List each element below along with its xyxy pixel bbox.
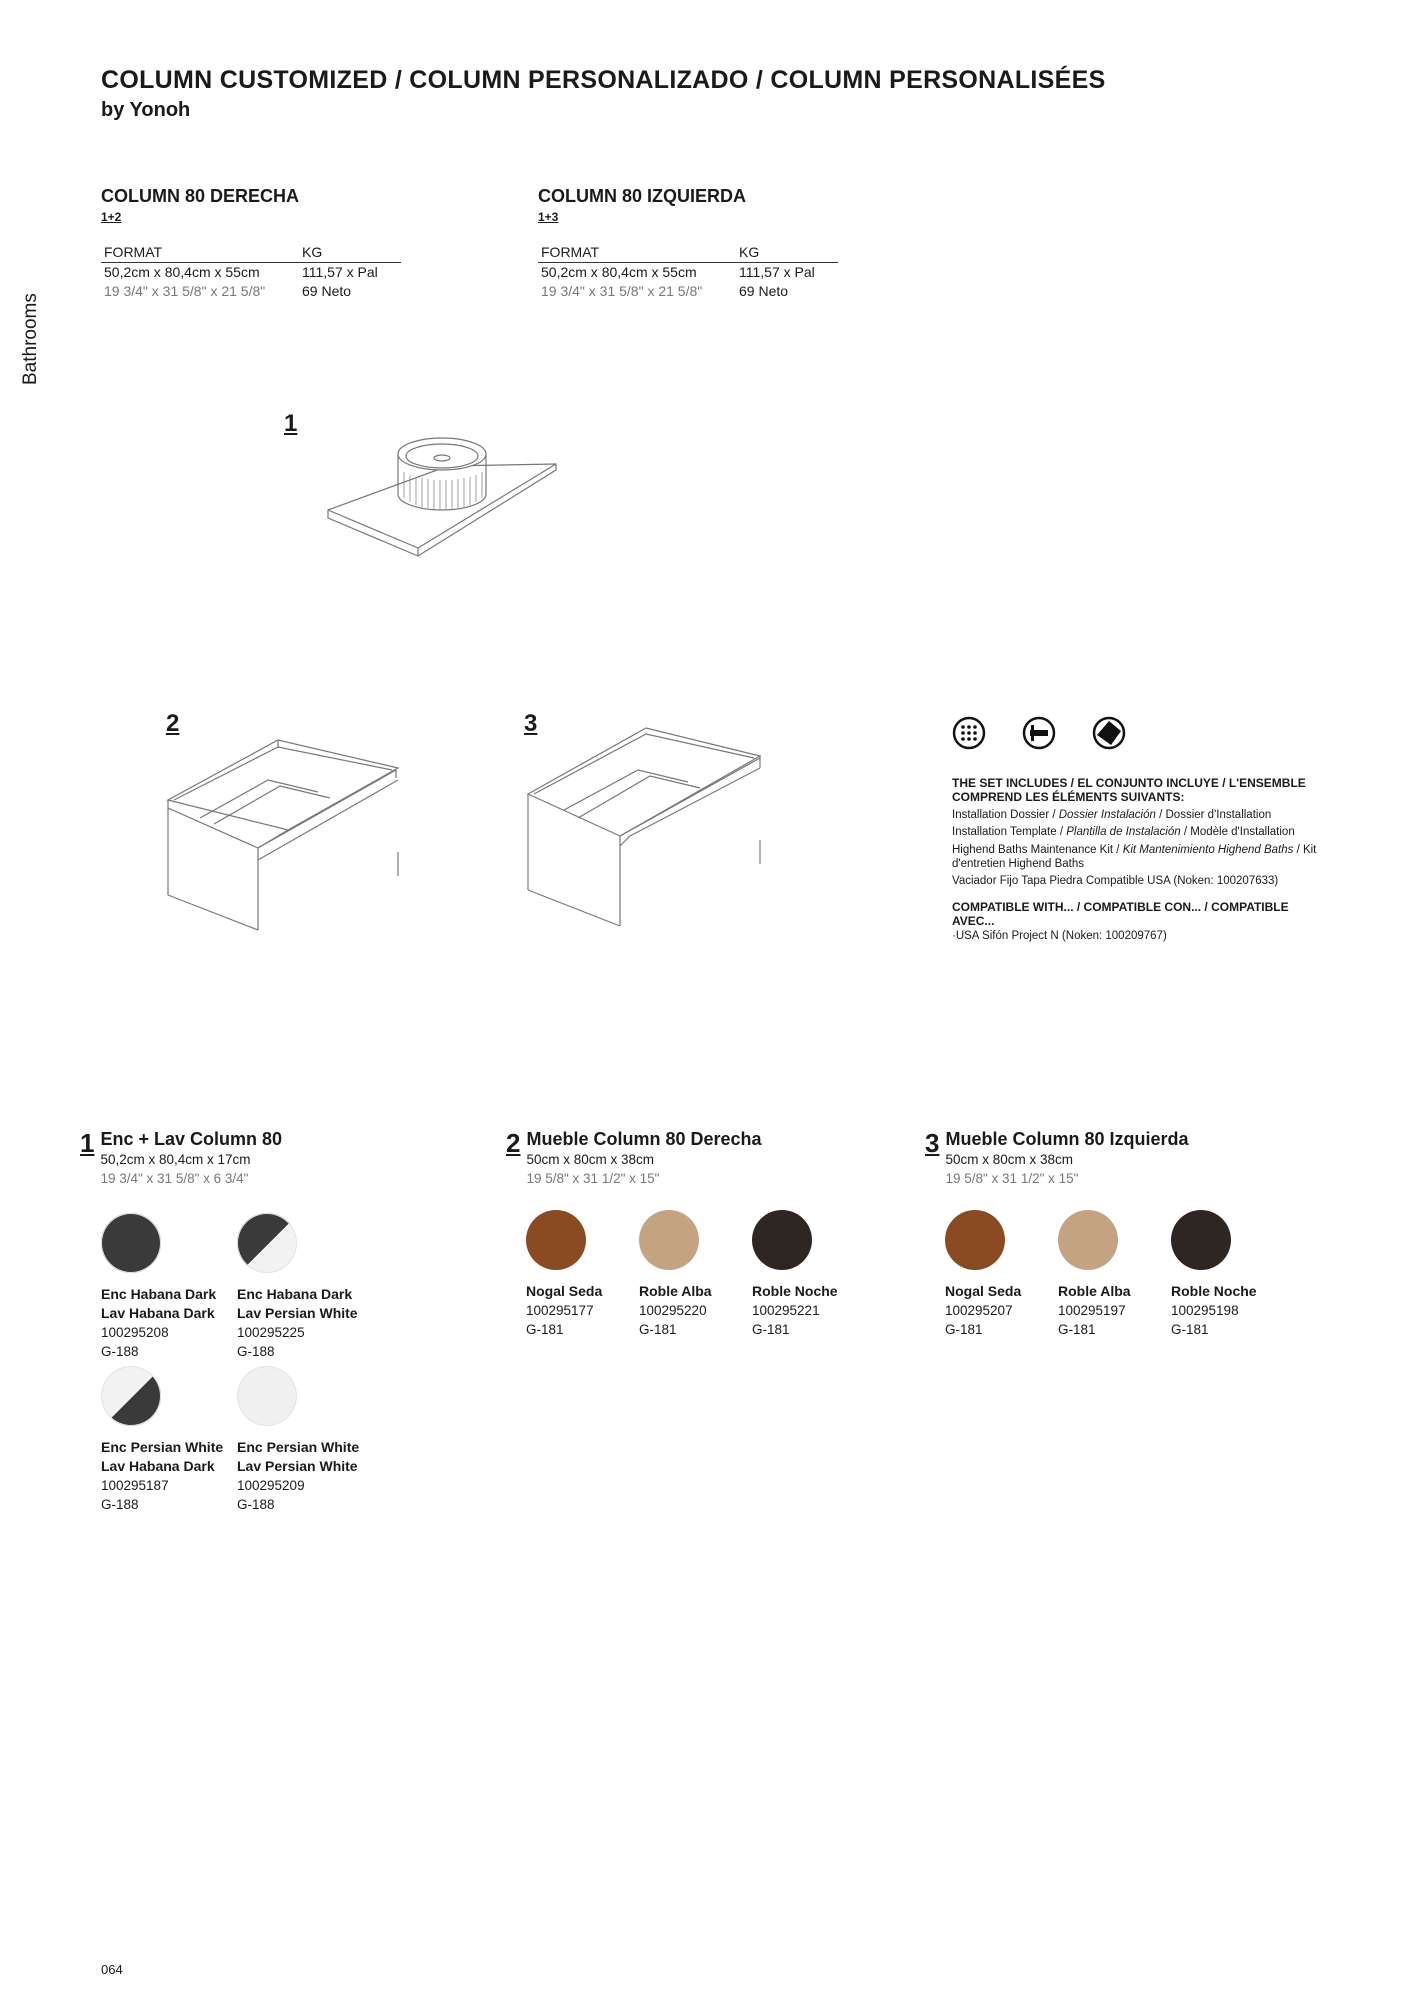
- finish-line1: Roble Alba: [1058, 1283, 1131, 1299]
- spec-table: [538, 244, 838, 301]
- finish-code: 100295221: [752, 1303, 820, 1318]
- drawing-2-label: 2: [166, 710, 180, 737]
- finish-group: G-181: [1058, 1322, 1096, 1337]
- spec-table: [101, 244, 401, 301]
- product-name: Mueble Column 80 Izquierda: [945, 1129, 1189, 1149]
- finish-option[interactable]: [526, 1210, 602, 1339]
- finish-option[interactable]: [101, 1213, 216, 1361]
- finish-line1: Roble Alba: [639, 1283, 712, 1299]
- finish-option[interactable]: [752, 1210, 838, 1339]
- kg-net: 69 Neto: [739, 283, 789, 299]
- product-number: 1: [80, 1128, 95, 1158]
- swatch-roble-noche: [1171, 1210, 1231, 1270]
- format-cm: 50,2cm x 80,4cm x 55cm: [541, 264, 697, 280]
- finish-option[interactable]: [1058, 1210, 1131, 1339]
- page-subtitle: by Yonoh: [101, 99, 191, 121]
- swatch-roble-alba: [639, 1210, 699, 1270]
- product-dim-cm: 50,2cm x 80,4cm x 17cm: [100, 1152, 251, 1167]
- cabinet-right-drawing: [160, 720, 410, 940]
- finish-code: 100295208: [101, 1325, 169, 1340]
- finish-group: G-181: [945, 1322, 983, 1337]
- finish-code: 100295187: [101, 1478, 169, 1493]
- diamond-circle-icon: [1092, 716, 1126, 750]
- model-derecha: [101, 186, 401, 301]
- finish-group: G-188: [237, 1497, 275, 1512]
- product-name: Mueble Column 80 Derecha: [526, 1129, 762, 1149]
- cabinet-left-drawing: [520, 712, 770, 932]
- product-dim-in: 19 5/8" x 31 1/2" x 15": [526, 1171, 660, 1186]
- kg-pal: 111,57 x Pal: [302, 264, 378, 280]
- finish-group: G-181: [1171, 1322, 1209, 1337]
- finish-option[interactable]: [639, 1210, 712, 1339]
- model-izquierda: [538, 186, 838, 301]
- product-3: [925, 1128, 1189, 1188]
- product-number: 3: [925, 1128, 940, 1158]
- page-title: COLUMN CUSTOMIZED / COLUMN PERSONALIZADO / COLUMN PERSONALISÉES: [101, 66, 1106, 94]
- swatch-enc-persian-lav-persian: [237, 1366, 297, 1426]
- finish-code: 100295177: [526, 1303, 594, 1318]
- finish-line1: Enc Habana Dark: [237, 1286, 353, 1302]
- set-item: Installation Template / Plantilla de Instalación / Modèle d'Installation: [952, 826, 1295, 838]
- model-name: COLUMN 80 DERECHA: [101, 186, 300, 206]
- format-header: FORMAT: [104, 244, 163, 260]
- finish-group: G-188: [101, 1344, 139, 1359]
- finish-code: 100295207: [945, 1303, 1013, 1318]
- finish-line1: Enc Habana Dark: [101, 1286, 217, 1302]
- swatch-roble-noche: [752, 1210, 812, 1270]
- finish-line2: Lav Persian White: [237, 1458, 358, 1474]
- finish-option[interactable]: [101, 1366, 223, 1514]
- finish-line1: Nogal Seda: [526, 1283, 603, 1299]
- swatch-nogal-seda: [526, 1210, 586, 1270]
- format-in: 19 3/4" x 31 5/8" x 21 5/8": [541, 283, 703, 299]
- finish-option[interactable]: [237, 1213, 358, 1361]
- drawing-3-label: 3: [524, 710, 538, 737]
- format-in: 19 3/4" x 31 5/8" x 21 5/8": [104, 283, 266, 299]
- finish-option[interactable]: [945, 1210, 1021, 1339]
- drawing-1-label: 1: [284, 410, 298, 437]
- model-name: COLUMN 80 IZQUIERDA: [538, 186, 747, 206]
- kg-pal: 111,57 x Pal: [739, 264, 815, 280]
- set-includes-title: THE SET INCLUDES / EL CONJUNTO INCLUYE / L'ENSEMBLE COMPREND LES ÉLÉMENTS SUIVANTS:: [952, 776, 1306, 804]
- product-dim-cm: 50cm x 80cm x 38cm: [526, 1152, 655, 1167]
- finish-line1: Roble Noche: [1171, 1283, 1257, 1299]
- swatch-nogal-seda: [945, 1210, 1005, 1270]
- format-cm: 50,2cm x 80,4cm x 55cm: [104, 264, 260, 280]
- model-combo: 1+2: [101, 210, 122, 224]
- finish-line2: Lav Persian White: [237, 1305, 358, 1321]
- finish-code: 100295197: [1058, 1303, 1126, 1318]
- set-item: Installation Dossier / Dossier Instalación / Dossier d'Installation: [952, 809, 1272, 821]
- swatch-enc-habana-lav-persian: [237, 1213, 297, 1273]
- set-item: Vaciador Fijo Tapa Piedra Compatible USA (Noken: 100207633): [952, 875, 1279, 887]
- product-1: [80, 1128, 282, 1188]
- finish-group: G-181: [526, 1322, 564, 1337]
- finish-option[interactable]: [1171, 1210, 1257, 1339]
- kg-header: KG: [302, 244, 323, 260]
- compatible-item: ·USA Sifón Project N (Noken: 100209767): [952, 930, 1167, 942]
- set-includes-block: [952, 776, 1328, 945]
- compatible-title: COMPATIBLE WITH... / COMPATIBLE CON... / COMPATIBLE AVEC...: [952, 900, 1289, 928]
- swatch-enc-habana-lav-habana: [101, 1213, 161, 1273]
- swatch-enc-persian-lav-habana: [101, 1366, 161, 1426]
- finish-line2: Lav Habana Dark: [101, 1458, 215, 1474]
- format-header: FORMAT: [541, 244, 600, 260]
- finish-code: 100295220: [639, 1303, 707, 1318]
- finish-code: 100295209: [237, 1478, 305, 1493]
- finish-group: G-181: [639, 1322, 677, 1337]
- swatch-roble-alba: [1058, 1210, 1118, 1270]
- section-side-label: Bathrooms: [20, 293, 41, 385]
- kg-net: 69 Neto: [302, 283, 352, 299]
- finish-option[interactable]: [237, 1366, 359, 1514]
- kg-header: KG: [739, 244, 760, 260]
- finish-line1: Roble Noche: [752, 1283, 838, 1299]
- finish-line1: Enc Persian White: [237, 1439, 360, 1455]
- finish-line2: Lav Habana Dark: [101, 1305, 215, 1321]
- dotted-circle-icon: [952, 716, 986, 750]
- product-dim-cm: 50cm x 80cm x 38cm: [945, 1152, 1074, 1167]
- finish-group: G-181: [752, 1322, 790, 1337]
- finish-line1: Nogal Seda: [945, 1283, 1022, 1299]
- countertop-basin-drawing: [320, 420, 570, 570]
- finish-code: 100295225: [237, 1325, 305, 1340]
- finish-line1: Enc Persian White: [101, 1439, 224, 1455]
- finish-group: G-188: [237, 1344, 275, 1359]
- product-number: 2: [506, 1128, 521, 1158]
- circle-bar-icon: [1022, 716, 1056, 750]
- set-item: Highend Baths Maintenance Kit / Kit Mantenimiento Highend Baths / Kit d'entretien Highend Baths: [952, 844, 1317, 870]
- finish-group: G-188: [101, 1497, 139, 1512]
- product-name: Enc + Lav Column 80: [100, 1129, 283, 1149]
- feature-icons: [952, 716, 1126, 750]
- finish-code: 100295198: [1171, 1303, 1239, 1318]
- model-combo: 1+3: [538, 210, 559, 224]
- product-2: [506, 1128, 762, 1188]
- product-dim-in: 19 5/8" x 31 1/2" x 15": [945, 1171, 1079, 1186]
- product-dim-in: 19 3/4" x 31 5/8" x 6 3/4": [100, 1171, 249, 1186]
- page-number: 064: [101, 1962, 123, 1977]
